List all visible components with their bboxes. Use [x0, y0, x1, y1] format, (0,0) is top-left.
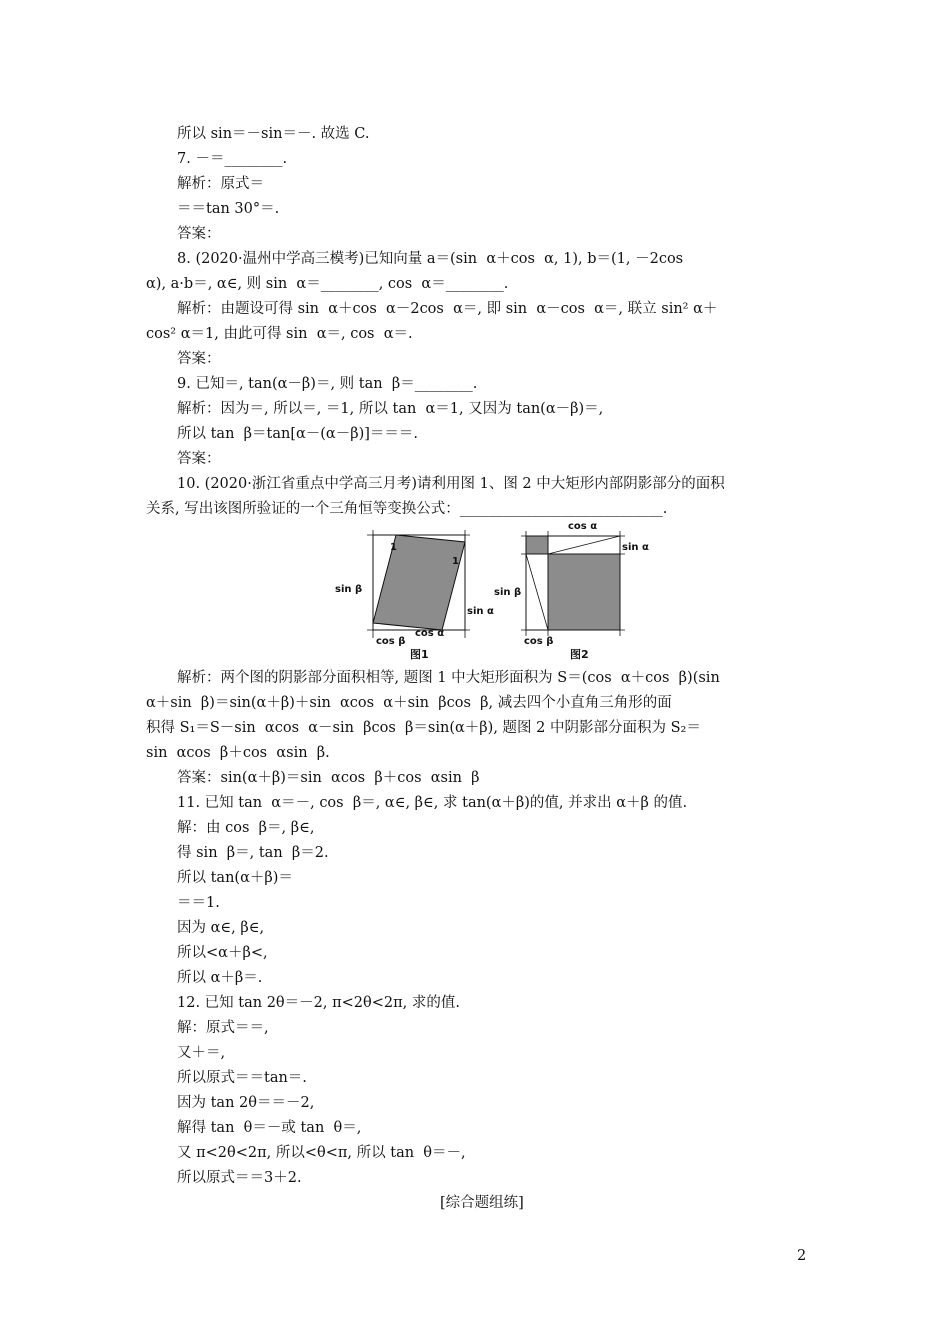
text-line: 10. (2020·浙江省重点中学高三月考)请利用图 1、图 2 中大矩形内部阴影部分的面积 — [177, 476, 725, 492]
text-line: 9. 已知＝, tan(α－β)＝, 则 tan β＝________. — [177, 376, 478, 392]
text-line: 解析：由题设可得 sin α＋cos α－2cos α＝, 即 sin α－cos α＝, 联立 sin² α＋ — [177, 301, 718, 317]
text-line: 又＋＝, — [177, 1045, 226, 1061]
text-line: 所以<α＋β<, — [177, 945, 268, 961]
text-line: 又 π<2θ<2π, 所以<θ<π, 所以 tan θ＝－, — [177, 1145, 466, 1161]
text-line: ＝＝tan 30°＝. — [177, 201, 280, 217]
text-line: sin αcos β＋cos αsin β. — [146, 745, 330, 761]
text-line: 12. 已知 tan 2θ＝－2, π<2θ<2π, 求的值. — [177, 995, 460, 1011]
text-line: 答案： — [177, 451, 221, 467]
text-line: 因为 α∈, β∈, — [177, 920, 265, 936]
text-line: 11. 已知 tan α＝－, cos β＝, α∈, β∈, 求 tan(α＋β)的值, 并求出 α＋β 的值. — [177, 795, 688, 811]
text-line: 所以 sin＝－sin＝－. 故选 C. — [177, 126, 370, 142]
fig2-caption: 图2 — [570, 648, 589, 661]
text-line: 答案： — [177, 226, 221, 242]
text-line: 解得 tan θ＝－或 tan θ＝, — [177, 1120, 362, 1136]
text-line: 所以原式＝＝tan＝. — [177, 1070, 307, 1086]
text-line: 解析：因为＝, 所以＝, ＝1, 所以 tan α＝1, 又因为 tan(α－β)＝, — [177, 401, 604, 417]
text-line: 所以原式＝＝3＋2. — [177, 1170, 302, 1186]
text-line: 答案：sin(α＋β)＝sin αcos β＋cos αsin β — [177, 770, 480, 786]
text-line: 所以 tan β＝tan[α－(α－β)]＝＝＝. — [177, 426, 419, 442]
text-line: 解析：两个图的阴影部分面积相等, 题图 1 中大矩形面积为 S＝(cos α＋cos β)(sin — [177, 670, 720, 686]
fig2-sin-beta-label: sin β — [494, 587, 522, 598]
fig1-cos-alpha-label: cos α — [415, 628, 445, 639]
fig1-sin-alpha-label: sin α — [467, 606, 494, 617]
text-line: 答案： — [177, 351, 221, 367]
text-line: 所以 α＋β＝. — [177, 970, 263, 986]
text-line: 积得 S₁＝S－sin αcos α－sin βcos β＝sin(α＋β), 题图 2 中阴影部分面积为 S₂＝ — [146, 720, 701, 736]
text-line: 因为 tan 2θ＝＝－2, — [177, 1095, 315, 1111]
fig2-sin-alpha-label: sin α — [622, 542, 649, 553]
fig1-cos-beta-label: cos β — [376, 636, 406, 647]
text-line: 8. (2020·温州中学高三模考)已知向量 a＝(sin α＋cos α, 1), b＝(1, －2cos — [177, 251, 684, 267]
page-number: 2 — [797, 1248, 807, 1264]
fig2-cos-alpha-label: cos α — [568, 521, 598, 532]
section-label: [综合题组练] — [440, 1195, 524, 1211]
text-line: α), a·b＝, α∈, 则 sin α＝________, cos α＝________. — [146, 276, 509, 292]
fig1-sin-beta-label: sin β — [335, 584, 363, 595]
text-line: 解：由 cos β＝, β∈, — [177, 820, 315, 836]
fig2-cos-beta-label: cos β — [524, 636, 554, 647]
text-line: α＋sin β)＝sin(α＋β)＋sin αcos α＋sin βcos β, 减去四个小直角三角形的面 — [146, 695, 672, 711]
fig1-caption: 图1 — [410, 648, 429, 661]
figure-2 — [494, 518, 664, 665]
fig1-side-label: 1 — [452, 556, 459, 567]
figure-1 — [330, 530, 500, 665]
text-line: 7. －＝________. — [177, 151, 288, 167]
text-line: 关系, 写出该图所验证的一个三角恒等变换公式：____________________________. — [146, 501, 668, 517]
fig1-side-label: 1 — [390, 542, 397, 553]
text-line: 解析：原式＝ — [177, 176, 264, 192]
text-line: 得 sin β＝, tan β＝2. — [177, 845, 329, 861]
text-line: 解：原式＝＝, — [177, 1020, 269, 1036]
text-line: 所以 tan(α＋β)＝ — [177, 870, 293, 886]
text-line: ＝＝1. — [177, 895, 220, 911]
text-line: cos² α＝1, 由此可得 sin α＝, cos α＝. — [146, 326, 413, 342]
